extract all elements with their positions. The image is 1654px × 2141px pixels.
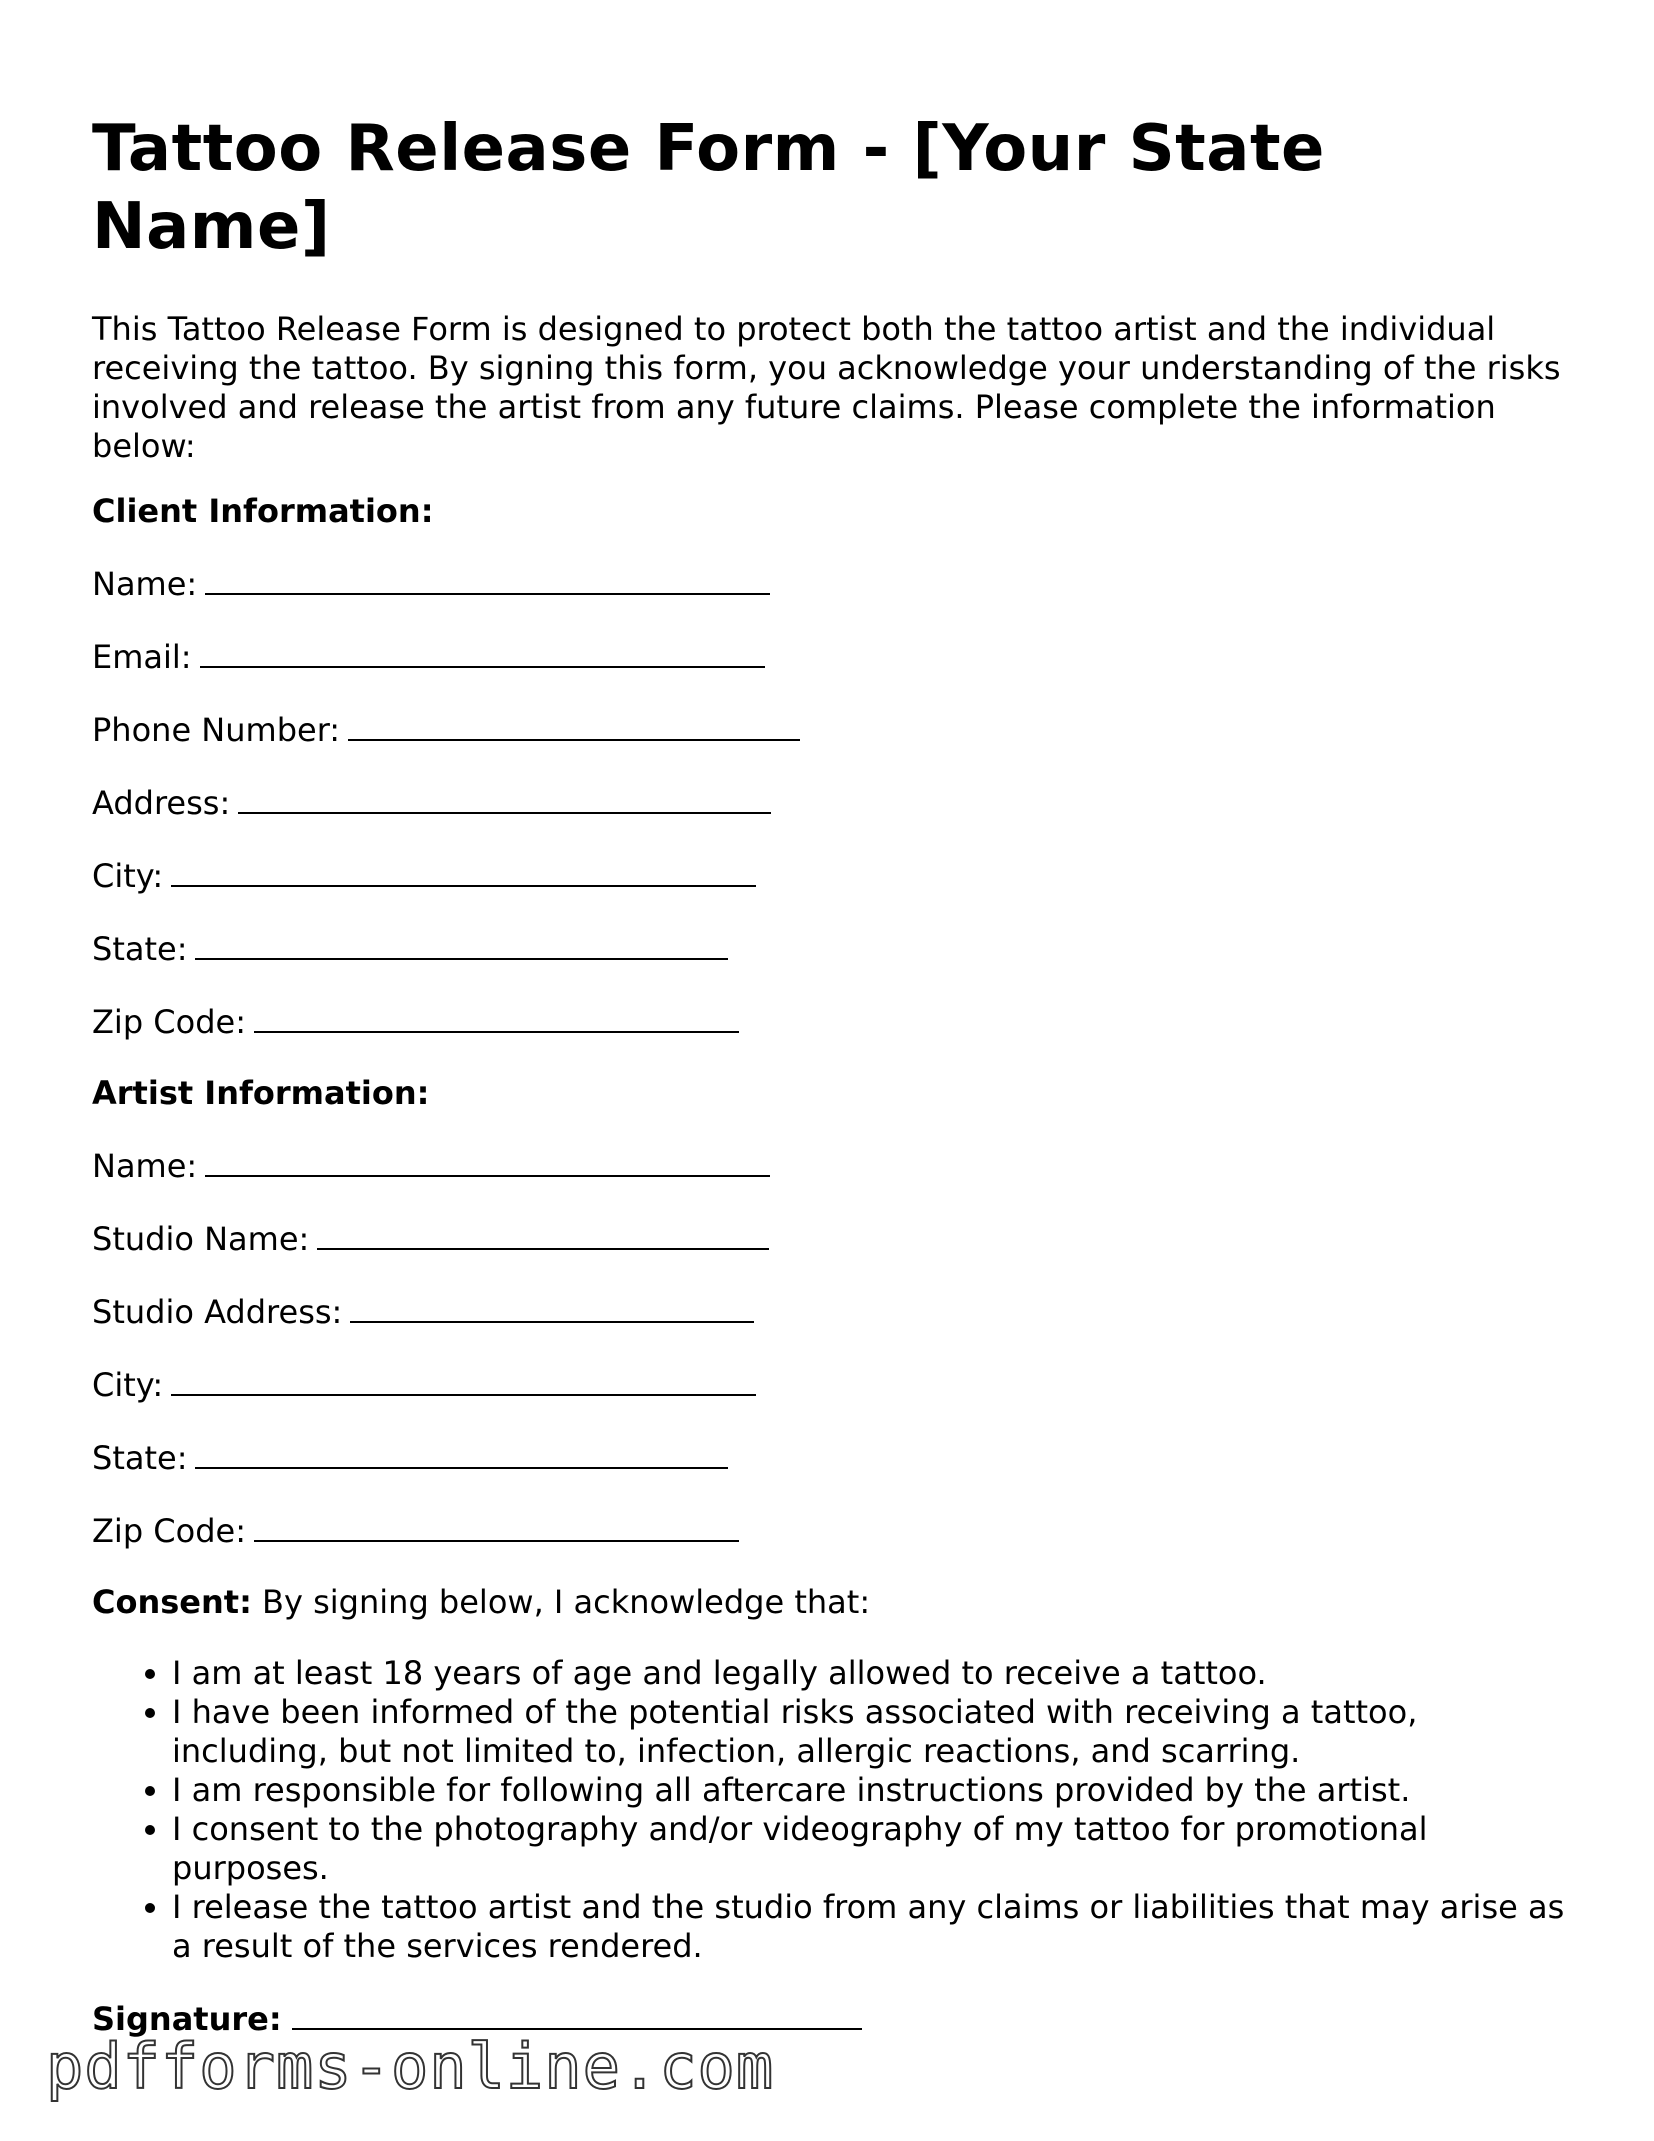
list-item: • I am at least 18 years of age and legally allowed to receive a tattoo. <box>172 1654 1572 1693</box>
signature-blank[interactable] <box>292 1998 862 2030</box>
list-item: • I have been informed of the potential risks associated with receiving a tattoo, including, but not limited to, infection, allergic reactions, and scarring. <box>172 1693 1572 1771</box>
client-state-blank[interactable] <box>195 928 728 960</box>
consent-intro: By signing below, I acknowledge that: <box>251 1583 871 1621</box>
artist-name-blank[interactable] <box>205 1145 770 1177</box>
studio-address-blank[interactable] <box>350 1291 754 1323</box>
artist-state-blank[interactable] <box>195 1437 728 1469</box>
client-address-label: Address: <box>92 784 231 822</box>
client-zip-field <box>92 1001 1572 1042</box>
client-zip-label: Zip Code: <box>92 1003 246 1041</box>
list-item: • I consent to the photography and/or videography of my tattoo for promotional purposes. <box>172 1810 1572 1888</box>
artist-state-field <box>92 1437 1572 1478</box>
artist-city-blank[interactable] <box>171 1364 756 1396</box>
client-address-field <box>92 782 1572 823</box>
artist-zip-field <box>92 1510 1572 1551</box>
client-address-blank[interactable] <box>238 782 771 814</box>
client-section-heading: Client Information: <box>92 492 434 530</box>
artist-section-heading: Artist Information: <box>92 1074 430 1112</box>
studio-name-blank[interactable] <box>317 1218 769 1250</box>
artist-name-label: Name: <box>92 1147 198 1185</box>
studio-name-field <box>92 1218 1572 1259</box>
list-item: • I release the tattoo artist and the studio from any claims or liabilities that may arise as a result of the services rendered. <box>172 1888 1572 1966</box>
consent-label: Consent: <box>92 1583 252 1621</box>
client-city-field <box>92 855 1572 896</box>
document-page <box>92 110 1572 2039</box>
studio-address-label: Studio Address: <box>92 1293 343 1331</box>
client-state-label: State: <box>92 930 188 968</box>
client-zip-blank[interactable] <box>254 1001 739 1033</box>
studio-address-field <box>92 1291 1572 1332</box>
artist-zip-blank[interactable] <box>254 1510 739 1542</box>
client-name-blank[interactable] <box>205 563 770 595</box>
list-item: • I am responsible for following all aftercare instructions provided by the artist. <box>172 1771 1572 1810</box>
client-phone-blank[interactable] <box>348 709 800 741</box>
artist-city-label: City: <box>92 1366 164 1404</box>
consent-paragraph <box>92 1583 1572 1622</box>
consent-list <box>92 1654 1572 1966</box>
artist-state-label: State: <box>92 1439 188 1477</box>
client-name-field <box>92 563 1572 604</box>
client-email-label: Email: <box>92 638 192 676</box>
signature-label: Signature: <box>92 2000 282 2038</box>
watermark: pdfforms-online.com <box>46 2030 775 2103</box>
client-phone-field <box>92 709 1572 750</box>
client-name-label: Name: <box>92 565 198 603</box>
client-phone-label: Phone Number: <box>92 711 341 749</box>
client-state-field <box>92 928 1572 969</box>
page-title: Tattoo Release Form - [Your State Name] <box>92 112 1325 264</box>
artist-zip-label: Zip Code: <box>92 1512 246 1550</box>
client-email-field <box>92 636 1572 677</box>
intro-paragraph: This Tattoo Release Form is designed to protect both the tattoo artist and the individual receiving the tattoo. By signing this form, you acknowledge your understanding of the risks involved and release the artist from any future claims. Please complete the information below: <box>92 310 1561 465</box>
client-city-label: City: <box>92 857 164 895</box>
artist-name-field <box>92 1145 1572 1186</box>
client-email-blank[interactable] <box>200 636 765 668</box>
studio-name-label: Studio Name: <box>92 1220 310 1258</box>
artist-city-field <box>92 1364 1572 1405</box>
client-city-blank[interactable] <box>171 855 756 887</box>
